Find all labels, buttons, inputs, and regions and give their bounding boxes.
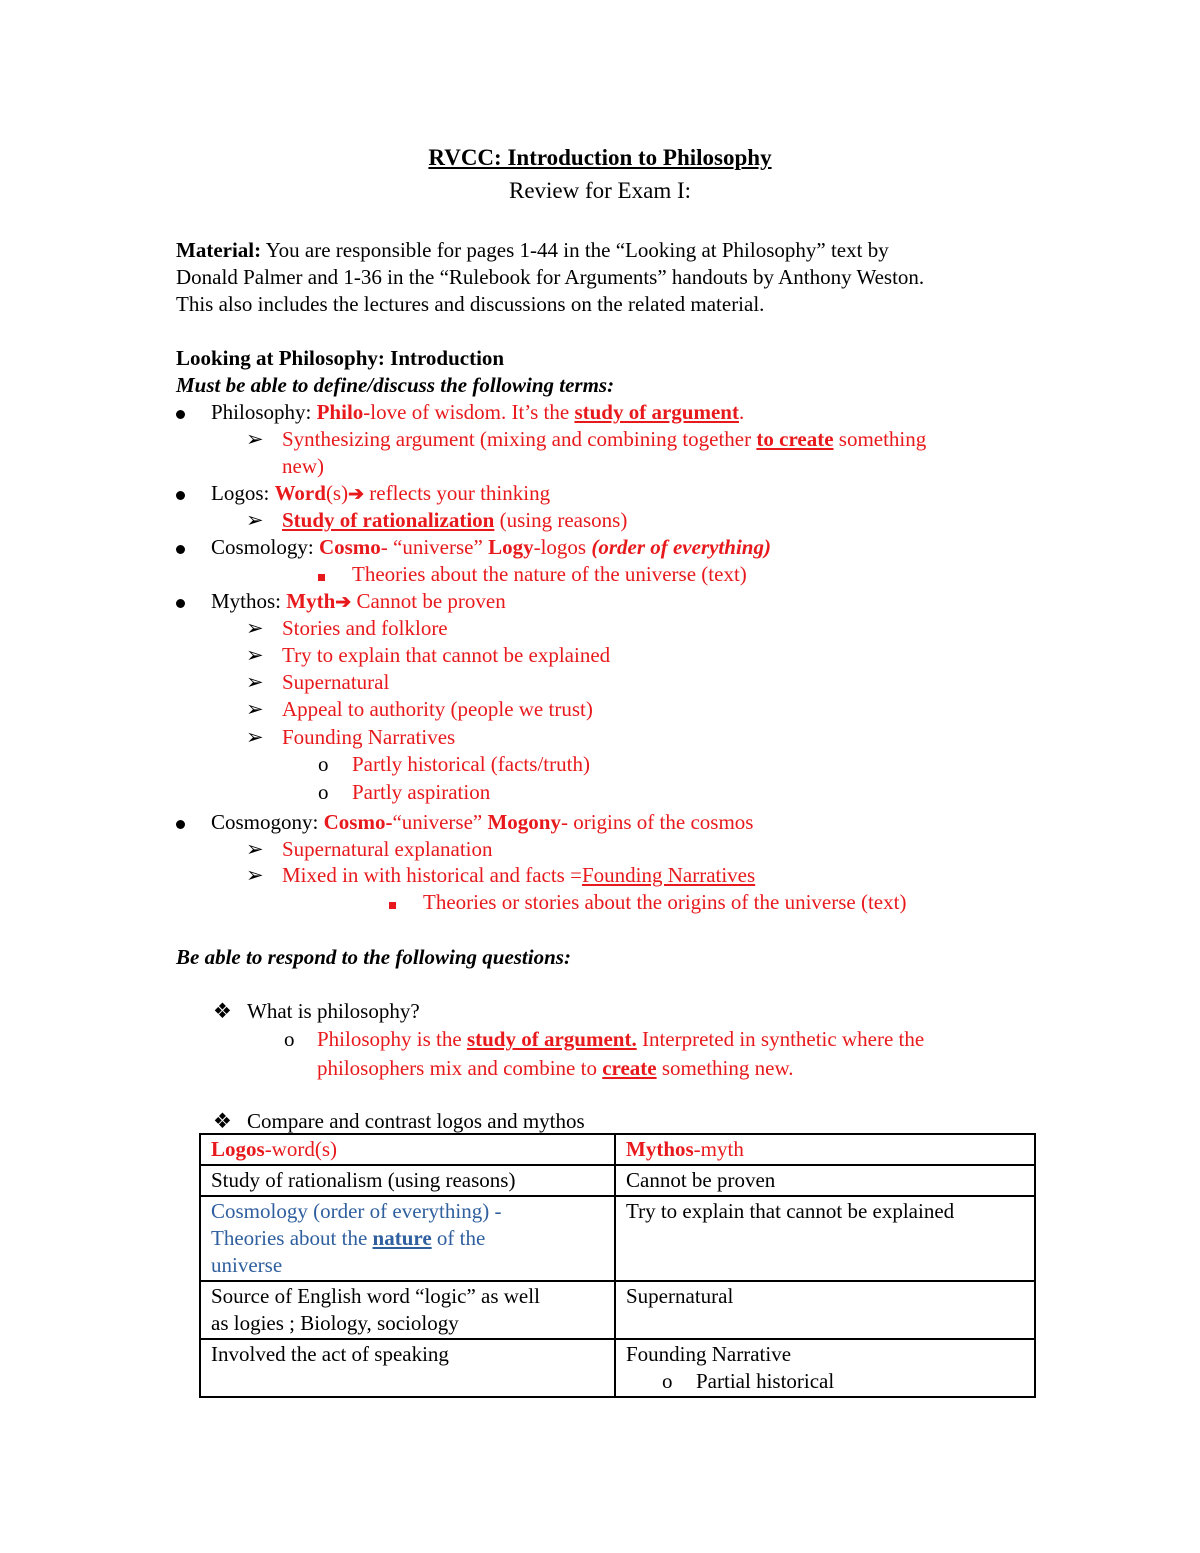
question-1: What is philosophy?: [247, 999, 420, 1023]
cosmogony-sub: Theories or stories about the origins of the universe (text): [423, 890, 907, 914]
term-mythos: Mythos: Myth➔ Cannot be proven: [211, 589, 506, 613]
square-bullet-icon: [318, 561, 325, 588]
arrowhead-icon: ➢: [246, 837, 264, 861]
mythos-item: Stories and folklore: [282, 616, 448, 640]
table-row: [200, 1196, 1035, 1281]
table-row: [200, 1134, 1035, 1165]
square-bullet-icon: [389, 889, 396, 916]
questions-heading: Be able to respond to the following questions:: [176, 945, 571, 969]
mythos-subitem: Partly historical (facts/truth): [352, 752, 590, 776]
mythos-subitem: Partly aspiration: [352, 780, 491, 804]
diamond-bullet-icon: ❖: [213, 999, 232, 1023]
table-header-mythos: Mythos-myth: [615, 1134, 1035, 1165]
arrowhead-icon: ➢: [246, 670, 264, 694]
material-line-2: Donald Palmer and 1-36 in the “Rulebook for Arguments” handouts by Anthony Weston.: [176, 265, 925, 289]
arrowhead-icon: ➢: [246, 697, 264, 721]
founding-narratives-link: Founding Narratives: [581, 863, 756, 887]
answer-1-line-1: Philosophy is the study of argument. Interpreted in synthetic where the: [317, 1027, 925, 1051]
mythos-item: Appeal to authority (people we trust): [282, 697, 593, 721]
page-subtitle: Review for Exam I:: [508, 178, 692, 203]
philosophy-sub-1-cont: new): [282, 454, 324, 478]
table-row: [200, 1339, 1035, 1397]
table-cell: Study of rationalism (using reasons): [200, 1165, 615, 1196]
page-title: RVCC: Introduction to Philosophy: [428, 145, 772, 170]
bullet-icon: [176, 809, 185, 836]
cosmogony-item: Supernatural explanation: [282, 837, 493, 861]
table-cell: Involved the act of speaking: [200, 1339, 615, 1397]
logos-sub-1: Study of rationalization (using reasons): [282, 508, 628, 532]
table-row: [200, 1281, 1035, 1339]
material-label: Material:: [176, 238, 262, 262]
term-cosmogony: Cosmogony: Cosmo-“universe” Mogony- origins of the cosmos: [211, 810, 754, 834]
bullet-icon: [176, 588, 185, 615]
material-line-1: Material: You are responsible for pages 1-44 in the “Looking at Philosophy” text by: [176, 238, 889, 262]
table-cell: Try to explain that cannot be explained: [615, 1196, 1035, 1281]
term-philosophy: Philosophy: Philo-love of wisdom. It’s the study of argument.: [211, 400, 745, 424]
mythos-item: Founding Narratives: [282, 725, 456, 749]
material-line-3: This also includes the lectures and discussions on the related material.: [176, 292, 765, 316]
arrowhead-icon: ➢: [246, 616, 264, 640]
bullet-icon: [176, 480, 185, 507]
mythos-item: Try to explain that cannot be explained: [282, 643, 611, 667]
section-instruction: Must be able to define/discuss the following terms:: [176, 373, 615, 397]
section-heading: Looking at Philosophy: Introduction: [176, 346, 505, 370]
question-2: Compare and contrast logos and mythos: [247, 1109, 585, 1133]
bullet-icon: [176, 534, 185, 561]
cosmology-sub-1: Theories about the nature of the universe (text): [352, 562, 747, 586]
table-row: [200, 1165, 1035, 1196]
cosmogony-item: Mixed in with historical and facts =Founding Narratives: [282, 863, 756, 887]
arrowhead-icon: ➢: [246, 427, 264, 451]
table-cell: Founding Narrative o Partial historical: [615, 1339, 1035, 1397]
table-cell: Supernatural: [615, 1281, 1035, 1339]
arrowhead-icon: ➢: [246, 643, 264, 667]
right-arrow-icon: ➔: [335, 592, 352, 613]
bullet-icon: [176, 399, 185, 426]
circle-bullet-icon: o: [284, 1027, 295, 1051]
circle-bullet-icon: o: [318, 752, 329, 776]
arrowhead-icon: ➢: [246, 863, 264, 887]
term-cosmology: Cosmology: Cosmo- “universe” Logy-logos (order of everything): [211, 535, 771, 559]
arrowhead-icon: ➢: [246, 508, 264, 532]
philosophy-sub-1: Synthesizing argument (mixing and combining together to create something: [282, 427, 927, 451]
mythos-item: Supernatural: [282, 670, 390, 694]
circle-bullet-icon: o: [318, 780, 329, 804]
diamond-bullet-icon: ❖: [213, 1109, 232, 1133]
answer-1-line-2: philosophers mix and combine to create something new.: [317, 1056, 794, 1080]
table-cell: Cannot be proven: [615, 1165, 1035, 1196]
term-logos: Logos: Word(s)➔ reflects your thinking: [211, 481, 551, 505]
logos-mythos-table: [199, 1133, 1036, 1398]
arrowhead-icon: ➢: [246, 725, 264, 749]
table-cell: Source of English word “logic” as well as logies ; Biology, sociology: [200, 1281, 615, 1339]
right-arrow-icon: ➔: [348, 484, 365, 505]
table-cell: Cosmology (order of everything) - Theories about the nature of the universe: [200, 1196, 615, 1281]
circle-bullet-icon: o: [662, 1369, 673, 1393]
table-header-logos: Logos-word(s): [200, 1134, 615, 1165]
